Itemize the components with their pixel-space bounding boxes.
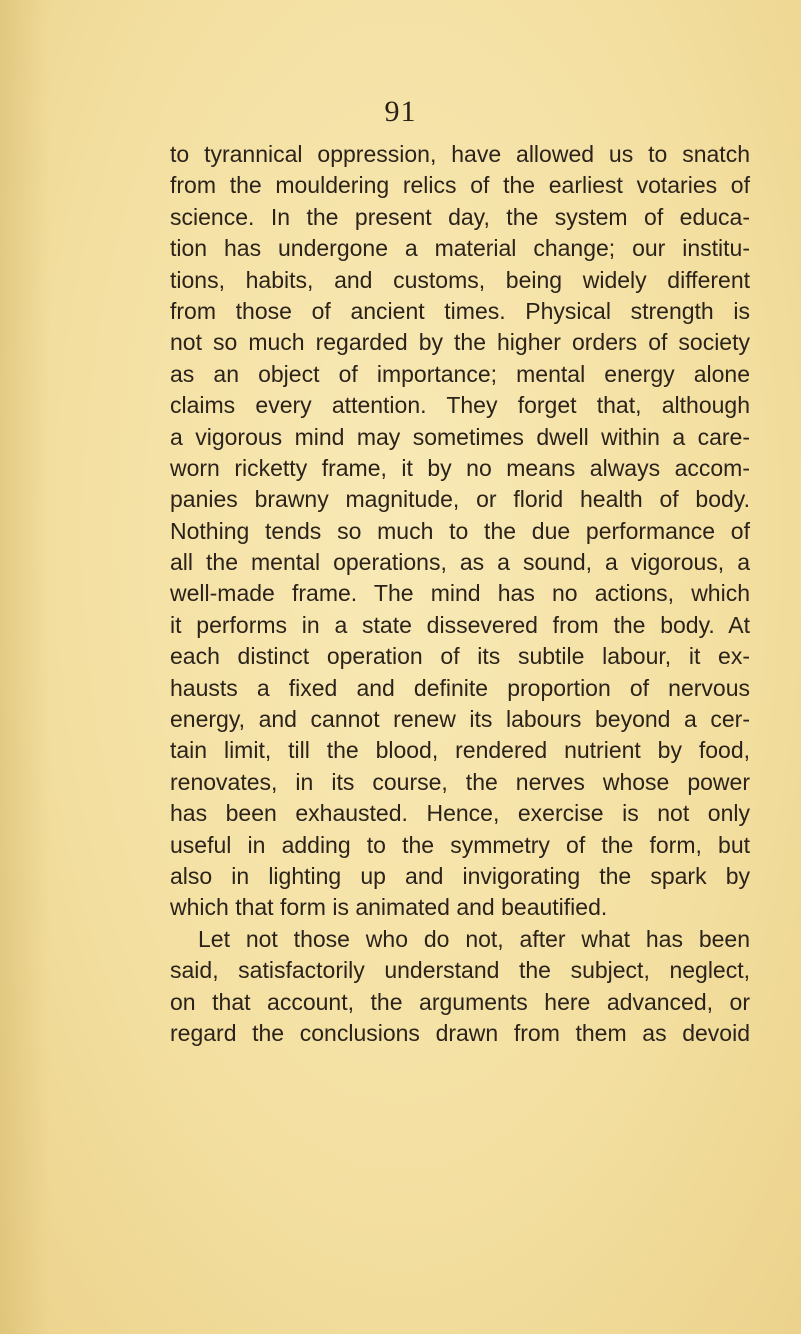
- text-line: panies brawny magnitude, or florid health of body.: [170, 486, 750, 513]
- text-line: tions, habits, and customs, being widely different: [170, 266, 750, 293]
- text-line: as an object of importance; mental energy alone: [170, 360, 750, 387]
- text-line: to tyrannical oppression, have allowed us to snatch: [170, 141, 750, 167]
- text-line: well-made frame. The mind has no actions, which: [170, 580, 750, 607]
- text-line: useful in adding to the symmetry of the form, but: [170, 831, 750, 858]
- text-line: tain limit, till the blood, rendered nutrient by food,: [170, 737, 750, 764]
- text-line: all the mental operations, as a sound, a vigorous, a: [170, 549, 750, 576]
- body-text: [170, 139, 750, 1049]
- text-line: also in lighting up and invigorating the spark by: [170, 862, 750, 889]
- text-line: which that form is animated and beautified.: [170, 894, 608, 921]
- text-line: a vigorous mind may sometimes dwell within a care-: [170, 423, 750, 450]
- page-number: 91: [384, 95, 417, 128]
- text-line: on that account, the arguments here advanced, or: [170, 988, 750, 1015]
- text-line: it performs in a state dissevered from the body. At: [170, 611, 750, 638]
- text-line: has been exhausted. Hence, exercise is not only: [170, 800, 750, 827]
- text-line: Nothing tends so much to the due performance of: [170, 517, 750, 544]
- page-edge-shadow: [0, 0, 50, 1334]
- text-line: from those of ancient times. Physical strength is: [170, 297, 750, 324]
- text-line: said, satisfactorily understand the subject, neglect,: [170, 957, 750, 984]
- text-line: not so much regarded by the higher orders of society: [170, 329, 750, 356]
- text-line: each distinct operation of its subtile labour, it ex-: [170, 643, 750, 670]
- text-line: Let not those who do not, after what has been: [198, 925, 750, 952]
- text-line: from the mouldering relics of the earliest votaries of: [170, 172, 750, 199]
- text-line: tion has undergone a material change; our institu-: [170, 235, 750, 262]
- text-line: energy, and cannot renew its labours beyond a cer-: [170, 706, 750, 733]
- text-line: hausts a fixed and definite proportion of nervous: [170, 674, 750, 701]
- text-line: renovates, in its course, the nerves whose power: [170, 768, 750, 795]
- text-line: science. In the present day, the system of educa-: [170, 203, 750, 230]
- text-line: claims every attention. They forget that, although: [170, 392, 750, 419]
- text-line: worn ricketty frame, it by no means always accom-: [170, 454, 750, 481]
- text-line: regard the conclusions drawn from them as devoid: [170, 1019, 750, 1046]
